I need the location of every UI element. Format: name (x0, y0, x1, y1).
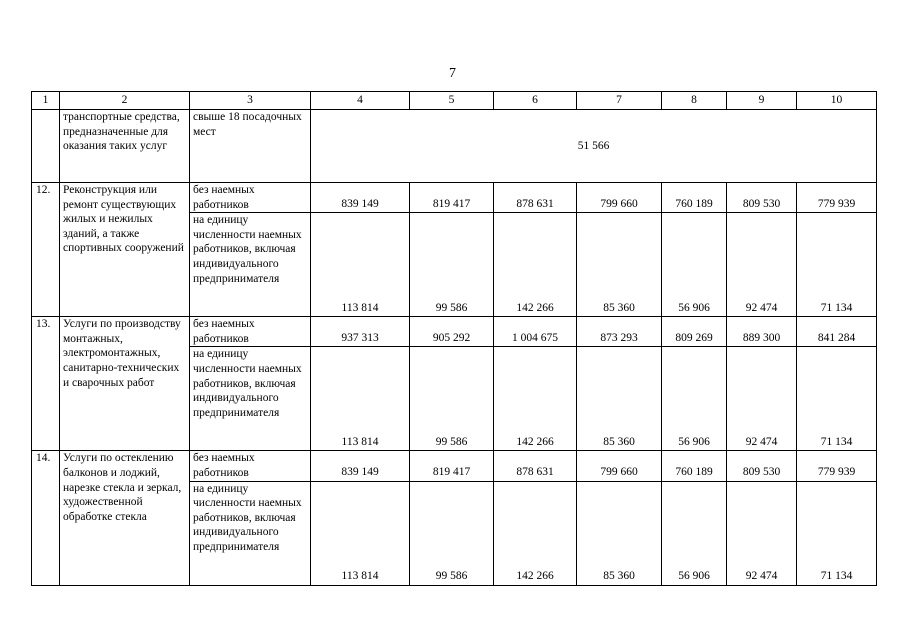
table-row (32, 110, 877, 183)
value-cell: 760 189 (662, 183, 727, 213)
value-cell: 113 814 (311, 213, 410, 317)
col-header-2: 2 (60, 92, 190, 110)
value-cell: 809 530 (727, 183, 797, 213)
col-header-1: 1 (32, 92, 60, 110)
value-cell: 56 906 (662, 213, 727, 317)
value-cell: 839 149 (311, 183, 410, 213)
value-cell: 85 360 (577, 347, 662, 451)
value-cell: 873 293 (577, 317, 662, 347)
col-header-6: 6 (494, 92, 577, 110)
condition-cell: на единицу численности наемных работников, включая индивидуального предпринимателя (190, 481, 311, 585)
value-cell: 92 474 (727, 213, 797, 317)
value-cell: 71 134 (797, 213, 877, 317)
service-cell: Услуги по остеклению балконов и лоджий, нарезке стекла и зеркал, художественной обработке стекла (60, 451, 190, 585)
condition-cell: без наемных работников (190, 451, 311, 481)
value-cell: 71 134 (797, 347, 877, 451)
page-number: 7 (449, 66, 456, 81)
value-cell: 1 004 675 (494, 317, 577, 347)
value-cell: 878 631 (494, 183, 577, 213)
row-number-cell: 13. (32, 317, 60, 451)
merged-value-cell: 51 566 (311, 110, 877, 183)
value-cell: 878 631 (494, 451, 577, 481)
condition-cell: на единицу численности наемных работников, включая индивидуального предпринимателя (190, 347, 311, 451)
col-header-3: 3 (190, 92, 311, 110)
value-cell: 841 284 (797, 317, 877, 347)
table-row (32, 183, 877, 213)
service-cell: Услуги по производству монтажных, электромонтажных, санитарно-технических и сварочных работ (60, 317, 190, 451)
row-number-cell: 14. (32, 451, 60, 585)
row-number-cell: 12. (32, 183, 60, 317)
value-cell: 760 189 (662, 451, 727, 481)
condition-cell: без наемных работников (190, 317, 311, 347)
col-header-10: 10 (797, 92, 877, 110)
col-header-7: 7 (577, 92, 662, 110)
value-cell: 889 300 (727, 317, 797, 347)
value-cell: 839 149 (311, 451, 410, 481)
value-cell: 85 360 (577, 481, 662, 585)
row-number-cell (32, 110, 60, 183)
value-cell: 819 417 (410, 183, 494, 213)
value-cell: 92 474 (727, 481, 797, 585)
value-cell: 85 360 (577, 213, 662, 317)
value-cell: 779 939 (797, 183, 877, 213)
condition-cell: на единицу численности наемных работников, включая индивидуального предпринимателя (190, 213, 311, 317)
value-cell: 71 134 (797, 481, 877, 585)
value-cell: 819 417 (410, 451, 494, 481)
col-header-5: 5 (410, 92, 494, 110)
condition-cell: свыше 18 посадочных мест (190, 110, 311, 183)
service-cell: транспортные средства, предназначенные для оказания таких услуг (60, 110, 190, 183)
value-cell: 142 266 (494, 213, 577, 317)
value-cell: 99 586 (410, 481, 494, 585)
service-cell: Реконструкция или ремонт существующих жилых и нежилых зданий, а также спортивных сооружений (60, 183, 190, 317)
condition-cell: без наемных работников (190, 183, 311, 213)
column-number-header (32, 92, 877, 110)
value-cell: 113 814 (311, 347, 410, 451)
col-header-9: 9 (727, 92, 797, 110)
value-cell: 142 266 (494, 481, 577, 585)
value-cell: 809 530 (727, 451, 797, 481)
value-cell: 937 313 (311, 317, 410, 347)
col-header-8: 8 (662, 92, 727, 110)
value-cell: 92 474 (727, 347, 797, 451)
value-cell: 56 906 (662, 347, 727, 451)
value-cell: 809 269 (662, 317, 727, 347)
value-cell: 56 906 (662, 481, 727, 585)
tariff-table (31, 91, 877, 586)
value-cell: 905 292 (410, 317, 494, 347)
value-cell: 799 660 (577, 183, 662, 213)
value-cell: 99 586 (410, 347, 494, 451)
value-cell: 779 939 (797, 451, 877, 481)
col-header-4: 4 (311, 92, 410, 110)
table-row (32, 317, 877, 347)
value-cell: 799 660 (577, 451, 662, 481)
value-cell: 113 814 (311, 481, 410, 585)
table-row (32, 451, 877, 481)
value-cell: 99 586 (410, 213, 494, 317)
value-cell: 142 266 (494, 347, 577, 451)
